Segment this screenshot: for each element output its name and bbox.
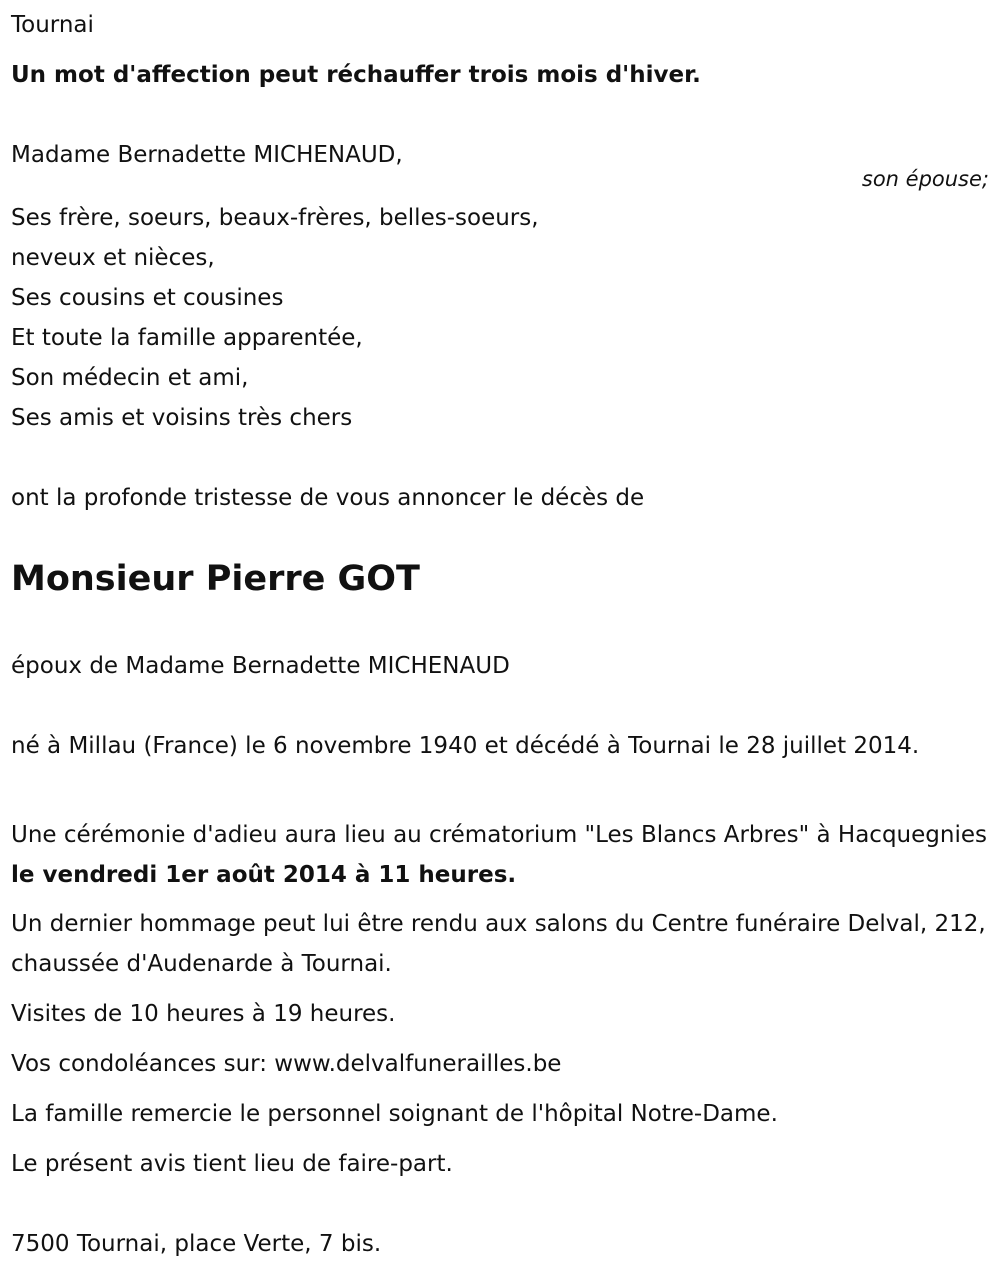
ceremony-paragraph [11, 815, 989, 895]
birth-death: né à Millau (France) le 6 novembre 1940 et décédé à Tournai le 28 juillet 2014. [11, 733, 920, 759]
family-line: Ses frère, soeurs, beaux-frères, belles-soeurs, [11, 205, 539, 231]
notice: Le présent avis tient lieu de faire-part. [11, 1151, 453, 1177]
family-line: neveux et nièces, [11, 245, 215, 271]
spouse-line: époux de Madame Bernadette MICHENAUD [11, 653, 510, 679]
condolences: Vos condoléances sur: www.delvalfunerailles.be [11, 1051, 562, 1077]
address: 7500 Tournai, place Verte, 7 bis. [11, 1231, 382, 1257]
deceased-name: Monsieur Pierre GOT [11, 559, 420, 599]
location-heading: Tournai [11, 12, 94, 38]
widow-role: son épouse; [861, 167, 989, 191]
family-line: Ses amis et voisins très chers [11, 405, 353, 431]
family-line: Et toute la famille apparentée, [11, 325, 363, 351]
widow-name: Madame Bernadette MICHENAUD, [11, 142, 403, 168]
family-line: Son médecin et ami, [11, 365, 249, 391]
thanks: La famille remercie le personnel soignant de l'hôpital Notre-Dame. [11, 1101, 778, 1127]
family-line: Ses cousins et cousines [11, 285, 284, 311]
announcement: ont la profonde tristesse de vous annoncer le décès de [11, 485, 645, 511]
ceremony-date: le vendredi 1er août 2014 à 11 heures. [11, 862, 517, 888]
ceremony-text: Une cérémonie d'adieu aura lieu au crématorium "Les Blancs Arbres" à Hacquegnies [11, 822, 987, 848]
visits: Visites de 10 heures à 19 heures. [11, 1001, 396, 1027]
tribute: Un dernier hommage peut lui être rendu aux salons du Centre funéraire Delval, 212, chaussée d'Audenarde à Tournai. [11, 911, 986, 977]
quote: Un mot d'affection peut réchauffer trois mois d'hiver. [11, 62, 701, 88]
